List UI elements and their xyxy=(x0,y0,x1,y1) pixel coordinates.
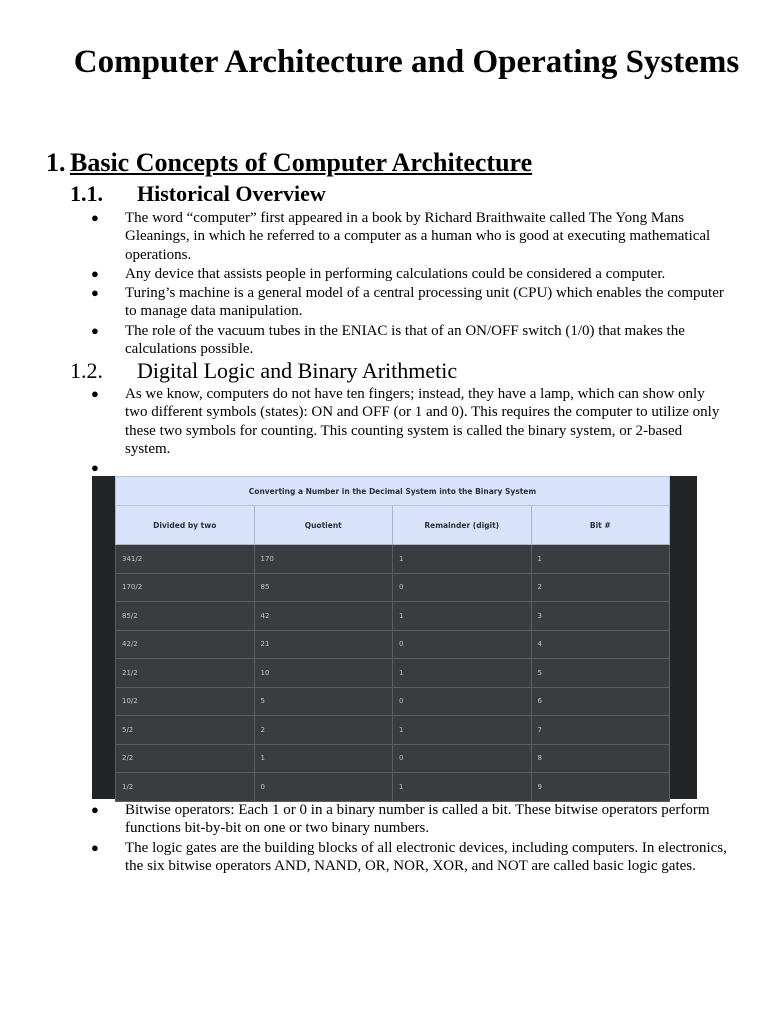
document-title: Computer Architecture and Operating Systems xyxy=(73,44,740,80)
list-item xyxy=(88,265,728,283)
bullet-text: The word “computer” first appeared in a book by Richard Braithwaite called The Yong Mans Gleanings, in which he referred to a computer as a human who is good at executing mathematical operations. xyxy=(125,210,711,263)
subsection-title: Historical Overview xyxy=(137,181,326,206)
table-cell: 341/2 xyxy=(116,545,255,574)
table-row xyxy=(116,773,670,802)
table-row xyxy=(116,573,670,602)
bullet-icon: ● xyxy=(91,802,99,817)
table-caption: Converting a Number in the Decimal System into the Binary System xyxy=(116,477,670,506)
table-row xyxy=(116,630,670,659)
bullet-list-bitwise xyxy=(88,801,728,876)
bullet-icon: ● xyxy=(91,386,99,401)
column-header: Divided by two xyxy=(116,506,255,545)
bullet-icon: ● xyxy=(91,210,99,225)
table-cell: 21/2 xyxy=(116,659,255,688)
bullet-text: Turing’s machine is a general model of a central processing unit (CPU) which enables the computer to manage data manipulation. xyxy=(125,285,724,320)
table-cell: 1 xyxy=(393,716,532,745)
list-item xyxy=(88,284,728,321)
list-item xyxy=(88,209,728,264)
table-cell: 1 xyxy=(393,545,532,574)
bullet-text: Bitwise operators: Each 1 or 0 in a binary number is called a bit. These bitwise operators perform functions bit-by-bit on one or two binary numbers. xyxy=(125,802,710,837)
table-cell: 0 xyxy=(393,630,532,659)
table-row xyxy=(116,744,670,773)
list-item xyxy=(88,459,728,477)
subsection-heading-1-1 xyxy=(70,181,326,207)
section-number: 1. xyxy=(46,148,66,177)
column-header: Remainder (digit) xyxy=(393,506,532,545)
table-cell: 1 xyxy=(393,602,532,631)
bullet-icon: ● xyxy=(91,322,99,338)
table-cell: 4 xyxy=(531,630,670,659)
bullet-icon: ● xyxy=(91,839,99,855)
bullet-text: Any device that assists people in performing calculations could be considered a computer. xyxy=(125,265,666,282)
list-item xyxy=(88,322,728,359)
bullet-list-digital-logic xyxy=(88,385,728,478)
table-cell: 85/2 xyxy=(116,602,255,631)
bullet-text: As we know, computers do not have ten fingers; instead, they have a lamp, which can show only two different symbols (states): ON and OFF (or 1 and 0). This requires the computer to utilize only these two symbols for counting. This counting system is called the binary system, or 2-based system. xyxy=(125,386,720,457)
section-title: Basic Concepts of Computer Architecture xyxy=(70,148,533,177)
subsection-title: Digital Logic and Binary Arithmetic xyxy=(137,358,458,383)
table-cell: 5 xyxy=(254,687,393,716)
table-cell: 1/2 xyxy=(116,773,255,802)
table-cell: 2 xyxy=(254,716,393,745)
table-cell: 5 xyxy=(531,659,670,688)
table-cell: 8 xyxy=(531,744,670,773)
table-cell: 5/2 xyxy=(116,716,255,745)
subsection-number: 1.1. xyxy=(70,181,103,206)
bullet-text: The logic gates are the building blocks of all electronic devices, including computers. In electronics, the six bitwise operators AND, NAND, OR, NOR, XOR, and NOT are called basic logic gates. xyxy=(125,839,727,874)
table-row xyxy=(116,687,670,716)
table-cell: 2/2 xyxy=(116,744,255,773)
bullet-icon: ● xyxy=(91,460,99,476)
table-cell: 1 xyxy=(531,545,670,574)
table-cell: 170/2 xyxy=(116,573,255,602)
column-header: Bit # xyxy=(531,506,670,545)
table-cell: 0 xyxy=(254,773,393,802)
table-row xyxy=(116,602,670,631)
table-cell: 170 xyxy=(254,545,393,574)
table-cell: 42 xyxy=(254,602,393,631)
binary-conversion-table xyxy=(115,476,670,802)
table-row xyxy=(116,716,670,745)
bullet-icon: ● xyxy=(91,265,99,281)
list-item xyxy=(88,839,728,876)
list-item xyxy=(88,801,728,838)
table-cell: 85 xyxy=(254,573,393,602)
bullet-text: The role of the vacuum tubes in the ENIAC is that of an ON/OFF switch (1/0) that makes the calculations possible. xyxy=(125,322,685,358)
list-item xyxy=(88,385,728,458)
table-cell: 3 xyxy=(531,602,670,631)
table-cell: 10/2 xyxy=(116,687,255,716)
table-cell: 0 xyxy=(393,687,532,716)
subsection-number: 1.2. xyxy=(70,358,103,383)
empty-bullet-text xyxy=(125,460,129,476)
table-cell: 21 xyxy=(254,630,393,659)
column-header: Quotient xyxy=(254,506,393,545)
binary-conversion-table-image xyxy=(92,476,697,799)
table-cell: 1 xyxy=(254,744,393,773)
table-row xyxy=(116,659,670,688)
bullet-list-historical xyxy=(88,209,728,359)
subsection-heading-1-2 xyxy=(70,358,457,384)
table-cell: 1 xyxy=(393,659,532,688)
table-cell: 0 xyxy=(393,573,532,602)
table-cell: 10 xyxy=(254,659,393,688)
table-row xyxy=(116,545,670,574)
table-cell: 42/2 xyxy=(116,630,255,659)
table-cell: 1 xyxy=(393,773,532,802)
table-cell: 2 xyxy=(531,573,670,602)
section-heading-1 xyxy=(46,147,532,179)
table-cell: 0 xyxy=(393,744,532,773)
bullet-icon: ● xyxy=(91,285,99,301)
table-cell: 6 xyxy=(531,687,670,716)
table-cell: 9 xyxy=(531,773,670,802)
table-cell: 7 xyxy=(531,716,670,745)
